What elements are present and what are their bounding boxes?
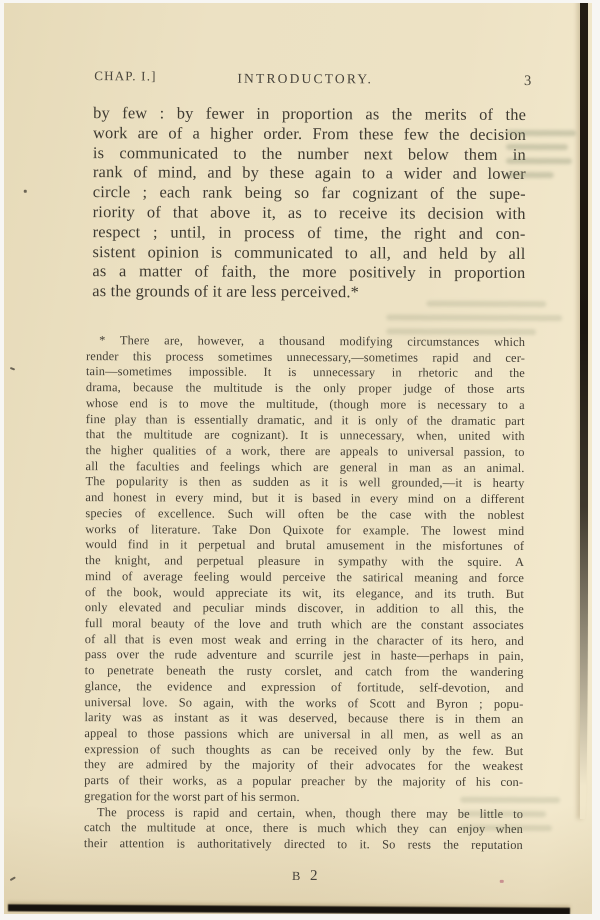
text-line: expression of such thoughts as can be received only by the few. But — [84, 741, 524, 758]
text-line: catch the multitude at once, there is much which they can enjoy when — [83, 820, 524, 837]
text-line: full moral beauty of the love and truth which are the constant associates — [84, 616, 524, 632]
running-title: INTRODUCTORY. — [237, 70, 374, 87]
text-line: rank of mind, and by these again to a wider and lower — [92, 162, 526, 184]
signature-mark — [90, 867, 523, 886]
page-number: 3 — [523, 72, 532, 90]
chapter-label: CHAP. I.] — [94, 68, 157, 84]
text-line: The popularity is then as sudden as it is well grounded,—it is hearty — [85, 474, 525, 491]
text-line: as a matter of faith, the more positively in proportion — [92, 261, 526, 283]
text-line: their attention is authoritatively directed to it. So rests the reputation — [83, 836, 523, 852]
signature-number: 2 — [310, 868, 321, 885]
text-line: pass over the rude adventure and scurrile jest in haste—perhaps in pain, — [84, 647, 524, 664]
text-line: as the grounds of it are less perceived.* — [92, 281, 360, 302]
text-line: to penetrate beneath the rusty corslet, and catch from the wandering — [84, 663, 524, 680]
text-line: tain—sometimes impossible. It is unnecessary in rhetoric and the — [85, 364, 526, 381]
text-line: universal love. So again, with the works of Scott and Byron ; popu- — [84, 694, 524, 711]
page-scan — [4, 3, 592, 914]
text-line: * There are, however, a thousand modifying circumstances which — [99, 333, 526, 349]
text-line: drama, because the multitude is the only proper judge of those arts — [85, 380, 525, 397]
text-line: fine play than is essentially dramatic, and it is only of the dramatic part — [85, 411, 525, 428]
text-line: respect ; until, in process of time, the right and con- — [92, 221, 526, 243]
text-line: the knight, and perpetual pleasure in sympathy with the squire. A — [85, 553, 525, 570]
footnote-paragraph-1 — [84, 333, 525, 806]
text-line: all the faculties and feelings which are general in man as an animal. — [85, 458, 525, 475]
text-line: by few : by fewer in proportion as the merits of the — [93, 103, 527, 124]
book-edge-right — [580, 3, 588, 819]
signature-letter: B — [291, 868, 304, 884]
text-line: only elevated and peculiar minds discover, in addition to all this, the — [84, 600, 524, 617]
text-line: would find in it perpetual and brutal amusement in the misfortunes of — [85, 537, 525, 554]
text-line: works of literature. Take Don Quixote for example. The lowest mind — [85, 521, 525, 538]
text-line: glance, the evidence and expression of fortitude, self-devotion, and — [84, 678, 524, 695]
text-line: that the multitude are cognizant). It is unnecessary, when, united with — [85, 427, 525, 444]
text-line: they are admired by the majority of their advocates for the weakest — [84, 757, 524, 774]
text-line: is communicated to the number next below them in — [92, 142, 526, 164]
text-line: of the book, would appreciate its wit, its elegance, and its truth. But — [84, 584, 525, 601]
scan-speck — [24, 190, 27, 193]
text-line: render this process sometimes unnecessary,—sometimes rapid and cer- — [86, 348, 526, 365]
text-line: work are of a higher order. From these few the decision — [92, 122, 527, 144]
text-line: the higher qualities of a work, there are appeals to universal passion, to — [85, 443, 525, 460]
page-header — [93, 65, 531, 89]
text-line: mind of average feeling would perceive the satirical meaning and force — [85, 568, 525, 585]
text-line: species of excellence. Such will often be the case with the noblest — [85, 505, 525, 522]
text-line: The process is rapid and certain, when, though there may be little to — [97, 804, 524, 821]
body-paragraph — [92, 103, 526, 303]
text-line: and honest in every mind, but it is based in every mind on a different — [85, 490, 525, 507]
footnote — [84, 333, 525, 854]
text-line: appeal to those passions which are universal in all men, as well as an — [84, 726, 524, 742]
scan-speck — [500, 880, 504, 883]
text-line: gregation for the worst part of his sermon. — [84, 788, 300, 804]
text-line: circle ; each rank being so far cognizant of the supe- — [92, 182, 526, 204]
text-line: parts of their works, as a popular preacher by the majority of his con- — [84, 773, 524, 790]
text-line: sistent opinion is communicated to all, and held by all — [92, 241, 526, 263]
scan-speck — [10, 367, 15, 371]
text-line: of all that is even most weak and erring in the character of its hero, and — [84, 631, 524, 648]
text-line: larity was as instant as it was deserved, because there is in them an — [84, 710, 524, 727]
scan-speck — [10, 876, 16, 881]
text-line: riority of that above it, as to receive its decision with — [92, 202, 526, 223]
page-content — [4, 3, 592, 914]
text-line: whose end is to move the multitude, (though more is necessary to a — [85, 395, 525, 412]
footnote-paragraph-2 — [84, 805, 523, 854]
